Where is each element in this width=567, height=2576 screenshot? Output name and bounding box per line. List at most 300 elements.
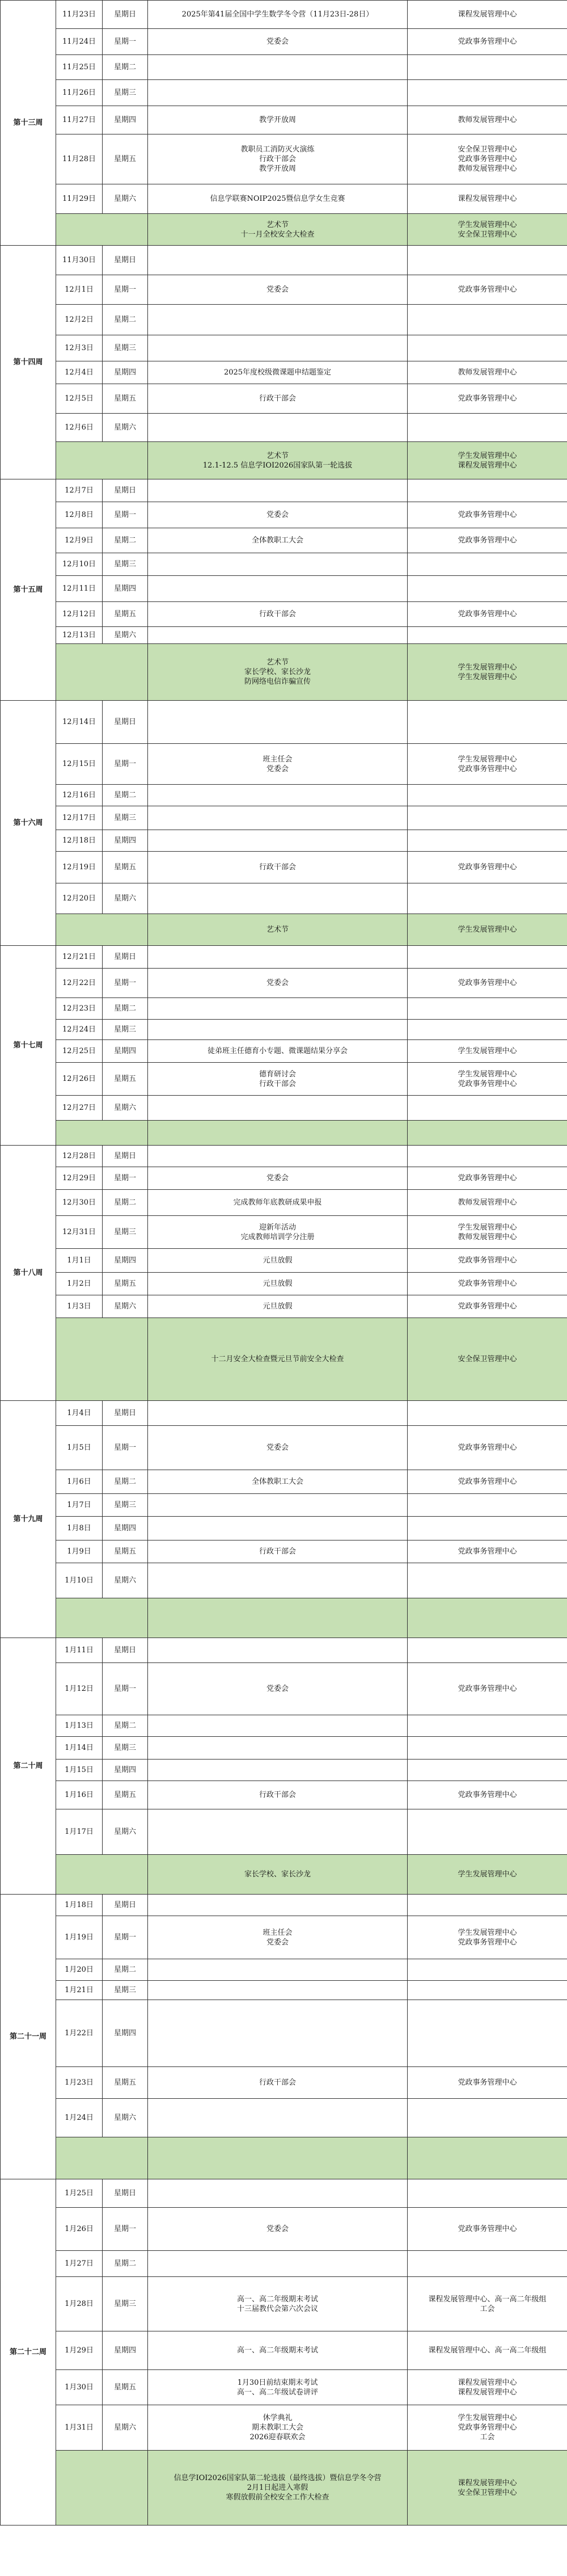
- event-cell: 1月30日前结束期末考试 高一、高二年级试卷讲评: [148, 2370, 408, 2405]
- department-cell: [408, 1981, 567, 2000]
- event-cell: 德育研讨会 行政干部会: [148, 1063, 408, 1096]
- date-cell: 1月6日: [56, 1470, 103, 1494]
- event-cell: 迎新年活动 完成教师培训学分注册: [148, 1216, 408, 1249]
- week-label: 第十六周: [1, 701, 56, 946]
- day-row: [1, 275, 567, 305]
- weekday-cell: 星期日: [103, 1, 148, 29]
- event-cell: [148, 1401, 408, 1426]
- week-summary-row: [1, 644, 567, 701]
- week-summary-row: [1, 1598, 567, 1638]
- date-cell: 12月31日: [56, 1216, 103, 1249]
- event-cell: [148, 1563, 408, 1598]
- department-cell: [408, 80, 567, 106]
- day-row: [1, 969, 567, 998]
- weekday-cell: 星期二: [103, 1715, 148, 1737]
- day-row: [1, 305, 567, 335]
- day-row: [1, 1781, 567, 1809]
- weekday-cell: 星期一: [103, 2208, 148, 2251]
- weekday-cell: 星期五: [103, 852, 148, 883]
- weekday-cell: 星期日: [103, 1401, 148, 1426]
- day-row: [1, 361, 567, 384]
- day-row: [1, 1517, 567, 1540]
- event-cell: 党委会: [148, 1426, 408, 1470]
- event-cell: 高一、高二年级期末考试: [148, 2331, 408, 2370]
- weekday-cell: 星期五: [103, 2370, 148, 2405]
- summary-blank-cell: [56, 1318, 148, 1401]
- department-cell: 课程发展管理中心 课程发展管理中心: [408, 2370, 567, 2405]
- day-row: [1, 502, 567, 528]
- summary-event-cell: [148, 2137, 408, 2179]
- event-cell: 行政干部会: [148, 1781, 408, 1809]
- event-cell: [148, 830, 408, 852]
- date-cell: 1月12日: [56, 1663, 103, 1715]
- weekday-cell: 星期六: [103, 184, 148, 214]
- department-cell: 课程发展管理中心、高一高二年级组 工会: [408, 2277, 567, 2331]
- event-cell: [148, 1760, 408, 1781]
- weekday-cell: 星期一: [103, 744, 148, 785]
- event-cell: [148, 785, 408, 806]
- weekday-cell: 星期日: [103, 1895, 148, 1916]
- day-row: [1, 830, 567, 852]
- weekday-cell: 星期三: [103, 806, 148, 830]
- date-cell: 12月26日: [56, 1063, 103, 1096]
- week-label: 第二十周: [1, 1638, 56, 1895]
- date-cell: 1月20日: [56, 1959, 103, 1981]
- event-cell: [148, 1146, 408, 1167]
- weekday-cell: 星期五: [103, 1063, 148, 1096]
- date-cell: 1月2日: [56, 1273, 103, 1295]
- weekday-cell: 星期二: [103, 1470, 148, 1494]
- weekday-cell: 星期日: [103, 1638, 148, 1663]
- event-cell: 党委会: [148, 29, 408, 55]
- event-cell: 完成教师年底教研成果申报: [148, 1190, 408, 1216]
- department-cell: 党政事务管理中心: [408, 502, 567, 528]
- date-cell: 12月30日: [56, 1190, 103, 1216]
- day-row: [1, 1040, 567, 1063]
- weekday-cell: 星期四: [103, 1249, 148, 1273]
- weekday-cell: 星期日: [103, 479, 148, 502]
- weekday-cell: 星期五: [103, 602, 148, 627]
- date-cell: 1月26日: [56, 2208, 103, 2251]
- department-cell: 学生发展管理中心 党政事务管理中心: [408, 1916, 567, 1959]
- department-cell: 教师发展管理中心: [408, 106, 567, 134]
- week-label: 第十九周: [1, 1401, 56, 1638]
- weekday-cell: 星期三: [103, 1494, 148, 1517]
- week-label: 第十七周: [1, 946, 56, 1146]
- date-cell: 1月27日: [56, 2251, 103, 2277]
- event-cell: [148, 1737, 408, 1760]
- date-cell: 12月7日: [56, 479, 103, 502]
- event-cell: 行政干部会: [148, 852, 408, 883]
- weekday-cell: 星期一: [103, 1916, 148, 1959]
- date-cell: 1月9日: [56, 1540, 103, 1563]
- event-cell: 全体教职工大会: [148, 1470, 408, 1494]
- department-cell: 学生发展管理中心 党政事务管理中心: [408, 744, 567, 785]
- department-cell: [408, 1737, 567, 1760]
- event-cell: [148, 305, 408, 335]
- date-cell: 1月11日: [56, 1638, 103, 1663]
- day-row: [1, 1216, 567, 1249]
- department-cell: 党政事务管理中心: [408, 602, 567, 627]
- summary-department-cell: 学生发展管理中心 学生发展管理中心: [408, 644, 567, 701]
- department-cell: 教师发展管理中心: [408, 1190, 567, 1216]
- weekday-cell: 星期六: [103, 2099, 148, 2137]
- weekday-cell: 星期一: [103, 29, 148, 55]
- date-cell: 12月17日: [56, 806, 103, 830]
- day-row: [1, 627, 567, 644]
- department-cell: 党政事务管理中心: [408, 1663, 567, 1715]
- date-cell: 1月5日: [56, 1426, 103, 1470]
- day-row: [1, 2277, 567, 2331]
- event-cell: [148, 80, 408, 106]
- department-cell: 党政事务管理中心: [408, 1273, 567, 1295]
- date-cell: 1月4日: [56, 1401, 103, 1426]
- date-cell: 1月14日: [56, 1737, 103, 1760]
- event-cell: 高一、高二年级期末考试 十三届教代会第六次会议: [148, 2277, 408, 2331]
- department-cell: 党政事务管理中心: [408, 1781, 567, 1809]
- weekday-cell: 星期三: [103, 1216, 148, 1249]
- event-cell: 行政干部会: [148, 1540, 408, 1563]
- event-cell: [148, 553, 408, 576]
- event-cell: [148, 335, 408, 361]
- day-row: [1, 2405, 567, 2451]
- weekday-cell: 星期日: [103, 946, 148, 969]
- event-cell: 行政干部会: [148, 384, 408, 414]
- event-cell: 徒弟班主任德育小专题、微课题结果分享会: [148, 1040, 408, 1063]
- summary-department-cell: 学生发展管理中心 课程发展管理中心: [408, 442, 567, 479]
- event-cell: [148, 1494, 408, 1517]
- day-row: [1, 785, 567, 806]
- day-row: [1, 553, 567, 576]
- event-cell: [148, 1959, 408, 1981]
- date-cell: 12月12日: [56, 602, 103, 627]
- department-cell: 党政事务管理中心: [408, 1470, 567, 1494]
- department-cell: [408, 1563, 567, 1598]
- department-cell: [408, 1494, 567, 1517]
- department-cell: 课程发展管理中心: [408, 184, 567, 214]
- day-row: [1, 384, 567, 414]
- weekday-cell: 星期二: [103, 1959, 148, 1981]
- department-cell: [408, 479, 567, 502]
- day-row: [1, 2370, 567, 2405]
- date-cell: 1月8日: [56, 1517, 103, 1540]
- event-cell: [148, 1020, 408, 1040]
- summary-blank-cell: [56, 914, 148, 946]
- weekday-cell: 星期一: [103, 1426, 148, 1470]
- day-row: [1, 1981, 567, 2000]
- event-cell: [148, 2099, 408, 2137]
- summary-department-cell: 学生发展管理中心: [408, 914, 567, 946]
- event-cell: [148, 2179, 408, 2208]
- day-row: [1, 1540, 567, 1563]
- date-cell: 12月25日: [56, 1040, 103, 1063]
- date-cell: 1月25日: [56, 2179, 103, 2208]
- weekday-cell: 星期四: [103, 1517, 148, 1540]
- day-row: [1, 998, 567, 1020]
- day-row: [1, 1146, 567, 1167]
- weekday-cell: 星期四: [103, 830, 148, 852]
- date-cell: 12月3日: [56, 335, 103, 361]
- day-row: [1, 2179, 567, 2208]
- department-cell: [408, 998, 567, 1020]
- weekday-cell: 星期日: [103, 2179, 148, 2208]
- day-row: [1, 806, 567, 830]
- event-cell: 全体教职工大会: [148, 528, 408, 553]
- department-cell: 党政事务管理中心: [408, 1249, 567, 1273]
- weekday-cell: 星期四: [103, 2331, 148, 2370]
- day-row: [1, 414, 567, 442]
- event-cell: 班主任会 党委会: [148, 1916, 408, 1959]
- weekday-cell: 星期一: [103, 1167, 148, 1190]
- weekday-cell: 星期五: [103, 2067, 148, 2099]
- weekday-cell: 星期六: [103, 883, 148, 914]
- summary-department-cell: 学生发展管理中心: [408, 1855, 567, 1895]
- day-row: [1, 1249, 567, 1273]
- day-row: [1, 1916, 567, 1959]
- day-row: [1, 528, 567, 553]
- date-cell: 12月8日: [56, 502, 103, 528]
- day-row: [1, 1167, 567, 1190]
- day-row: [1, 1273, 567, 1295]
- department-cell: 党政事务管理中心: [408, 1426, 567, 1470]
- weekday-cell: 星期日: [103, 1146, 148, 1167]
- week-label: 第二十二周: [1, 2179, 56, 2526]
- date-cell: 12月27日: [56, 1096, 103, 1121]
- event-cell: 2025年第41届全国中学生数学冬令营（11月23日-28日）: [148, 1, 408, 29]
- day-row: [1, 479, 567, 502]
- department-cell: 党政事务管理中心: [408, 29, 567, 55]
- summary-blank-cell: [56, 1121, 148, 1146]
- day-row: [1, 1663, 567, 1715]
- date-cell: 12月29日: [56, 1167, 103, 1190]
- event-cell: [148, 246, 408, 275]
- date-cell: 12月15日: [56, 744, 103, 785]
- day-row: [1, 2067, 567, 2099]
- date-cell: 1月7日: [56, 1494, 103, 1517]
- date-cell: 1月19日: [56, 1916, 103, 1959]
- department-cell: 党政事务管理中心: [408, 275, 567, 305]
- weekday-cell: 星期一: [103, 502, 148, 528]
- event-cell: [148, 1895, 408, 1916]
- weekday-cell: 星期一: [103, 1663, 148, 1715]
- day-row: [1, 883, 567, 914]
- date-cell: 12月20日: [56, 883, 103, 914]
- week-summary-row: [1, 1318, 567, 1401]
- department-cell: 教师发展管理中心: [408, 361, 567, 384]
- day-row: [1, 576, 567, 602]
- summary-department-cell: [408, 1121, 567, 1146]
- summary-event-cell: [148, 1598, 408, 1638]
- department-cell: 课程发展管理中心、高一高二年级组: [408, 2331, 567, 2370]
- date-cell: 12月21日: [56, 946, 103, 969]
- day-row: [1, 2331, 567, 2370]
- week-summary-row: [1, 2137, 567, 2179]
- week-summary-row: [1, 214, 567, 246]
- date-cell: 12月13日: [56, 627, 103, 644]
- date-cell: 11月26日: [56, 80, 103, 106]
- date-cell: 1月16日: [56, 1781, 103, 1809]
- week-label: 第二十一周: [1, 1895, 56, 2179]
- event-cell: [148, 1981, 408, 2000]
- date-cell: 11月23日: [56, 1, 103, 29]
- day-row: [1, 1737, 567, 1760]
- weekday-cell: 星期四: [103, 1040, 148, 1063]
- summary-event-cell: 家长学校、家长沙龙: [148, 1855, 408, 1895]
- day-row: [1, 2208, 567, 2251]
- date-cell: 1月10日: [56, 1563, 103, 1598]
- event-cell: 党委会: [148, 275, 408, 305]
- summary-event-cell: [148, 1121, 408, 1146]
- day-row: [1, 1190, 567, 1216]
- summary-blank-cell: [56, 2451, 148, 2526]
- date-cell: 11月29日: [56, 184, 103, 214]
- department-cell: 党政事务管理中心: [408, 384, 567, 414]
- weekday-cell: 星期五: [103, 1273, 148, 1295]
- event-cell: 行政干部会: [148, 2067, 408, 2099]
- day-row: [1, 852, 567, 883]
- week-summary-row: [1, 914, 567, 946]
- weekday-cell: 星期六: [103, 1096, 148, 1121]
- weekday-cell: 星期二: [103, 305, 148, 335]
- weekday-cell: 星期三: [103, 553, 148, 576]
- day-row: [1, 1470, 567, 1494]
- weekday-cell: 星期二: [103, 528, 148, 553]
- summary-blank-cell: [56, 2137, 148, 2179]
- weekday-cell: 星期六: [103, 627, 148, 644]
- event-cell: [148, 701, 408, 744]
- date-cell: 1月30日: [56, 2370, 103, 2405]
- summary-department-cell: [408, 1598, 567, 1638]
- department-cell: 学生发展管理中心 党政事务管理中心: [408, 1063, 567, 1096]
- summary-blank-cell: [56, 1855, 148, 1895]
- date-cell: 1月31日: [56, 2405, 103, 2451]
- department-cell: [408, 701, 567, 744]
- date-cell: 12月4日: [56, 361, 103, 384]
- day-row: [1, 1638, 567, 1663]
- department-cell: 党政事务管理中心: [408, 969, 567, 998]
- day-row: [1, 1563, 567, 1598]
- weekday-cell: 星期四: [103, 576, 148, 602]
- weekday-cell: 星期三: [103, 1981, 148, 2000]
- department-cell: 党政事务管理中心: [408, 852, 567, 883]
- weekday-cell: 星期六: [103, 414, 148, 442]
- event-cell: [148, 946, 408, 969]
- day-row: [1, 1895, 567, 1916]
- department-cell: [408, 1096, 567, 1121]
- event-cell: 党委会: [148, 502, 408, 528]
- event-cell: [148, 1809, 408, 1855]
- department-cell: [408, 1809, 567, 1855]
- department-cell: 党政事务管理中心: [408, 2208, 567, 2251]
- summary-event-cell: 十二月安全大检查暨元旦节前安全大检查: [148, 1318, 408, 1401]
- day-row: [1, 134, 567, 184]
- day-row: [1, 1401, 567, 1426]
- date-cell: 12月19日: [56, 852, 103, 883]
- day-row: [1, 29, 567, 55]
- weekday-cell: 星期二: [103, 1190, 148, 1216]
- week-label: 第十四周: [1, 246, 56, 479]
- department-cell: [408, 1401, 567, 1426]
- date-cell: 1月22日: [56, 2000, 103, 2067]
- week-summary-row: [1, 1855, 567, 1895]
- weekday-cell: 星期日: [103, 246, 148, 275]
- date-cell: 1月21日: [56, 1981, 103, 2000]
- department-cell: [408, 785, 567, 806]
- weekday-cell: 星期六: [103, 1295, 148, 1318]
- department-cell: 党政事务管理中心: [408, 2067, 567, 2099]
- department-cell: 课程发展管理中心: [408, 1, 567, 29]
- event-cell: 行政干部会: [148, 602, 408, 627]
- event-cell: 元旦放假: [148, 1249, 408, 1273]
- department-cell: 安全保卫管理中心 党政事务管理中心 教师发展管理中心: [408, 134, 567, 184]
- day-row: [1, 1295, 567, 1318]
- date-cell: 1月28日: [56, 2277, 103, 2331]
- event-cell: 教学开放周: [148, 106, 408, 134]
- weekday-cell: 星期四: [103, 2000, 148, 2067]
- weekday-cell: 星期三: [103, 1737, 148, 1760]
- weekday-cell: 星期六: [103, 1563, 148, 1598]
- week-label: 第十三周: [1, 1, 56, 246]
- department-cell: [408, 305, 567, 335]
- department-cell: [408, 2179, 567, 2208]
- date-cell: 1月13日: [56, 1715, 103, 1737]
- day-row: [1, 1, 567, 29]
- date-cell: 11月28日: [56, 134, 103, 184]
- department-cell: 党政事务管理中心: [408, 528, 567, 553]
- department-cell: 学生发展管理中心 党政事务管理中心 工会: [408, 2405, 567, 2451]
- department-cell: 党政事务管理中心: [408, 1295, 567, 1318]
- week-label: 第十八周: [1, 1146, 56, 1401]
- department-cell: [408, 335, 567, 361]
- date-cell: 12月2日: [56, 305, 103, 335]
- department-cell: [408, 414, 567, 442]
- summary-department-cell: 安全保卫管理中心: [408, 1318, 567, 1401]
- day-row: [1, 946, 567, 969]
- event-cell: [148, 414, 408, 442]
- weekday-cell: 星期二: [103, 55, 148, 80]
- summary-blank-cell: [56, 644, 148, 701]
- date-cell: 1月17日: [56, 1809, 103, 1855]
- day-row: [1, 1020, 567, 1040]
- department-cell: [408, 830, 567, 852]
- event-cell: [148, 627, 408, 644]
- schedule-body: [1, 1, 567, 2526]
- day-row: [1, 701, 567, 744]
- weekday-cell: 星期六: [103, 1809, 148, 1855]
- department-cell: 党政事务管理中心: [408, 1167, 567, 1190]
- weekday-cell: 星期三: [103, 1020, 148, 1040]
- day-row: [1, 80, 567, 106]
- weekday-cell: 星期三: [103, 80, 148, 106]
- event-cell: 教职员工消防灭火演练 行政干部会 教学开放周: [148, 134, 408, 184]
- date-cell: 12月9日: [56, 528, 103, 553]
- date-cell: 1月3日: [56, 1295, 103, 1318]
- date-cell: 1月24日: [56, 2099, 103, 2137]
- date-cell: 1月15日: [56, 1760, 103, 1781]
- day-row: [1, 1494, 567, 1517]
- day-row: [1, 106, 567, 134]
- weekday-cell: 星期四: [103, 1760, 148, 1781]
- department-cell: [408, 1517, 567, 1540]
- day-row: [1, 1715, 567, 1737]
- weekday-cell: 星期二: [103, 998, 148, 1020]
- event-cell: [148, 55, 408, 80]
- department-cell: [408, 1959, 567, 1981]
- summary-event-cell: 信息学IOI2026国家队第二轮选拔（最终选拔）暨信息学冬令营 2月1日起进入寒假 寒假放假前全校安全工作大检查: [148, 2451, 408, 2526]
- event-cell: 党委会: [148, 1663, 408, 1715]
- date-cell: 12月16日: [56, 785, 103, 806]
- weekday-cell: 星期五: [103, 1781, 148, 1809]
